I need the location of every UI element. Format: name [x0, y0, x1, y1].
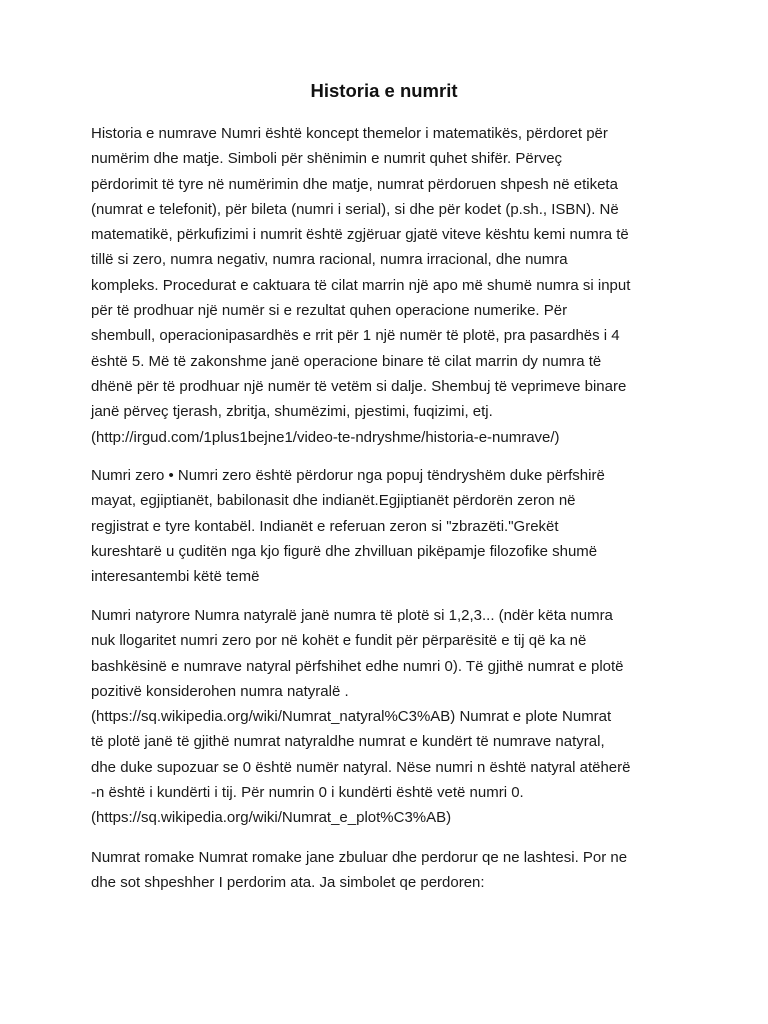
text-line: Numri natyrore Numra natyralë janë numra të plotë si 1,2,3... (ndër këta numra — [91, 607, 613, 624]
text-line: dhe sot shpeshher I perdorim ata. Ja simbolet qe perdoren: — [91, 874, 485, 892]
text-line: kureshtarë u çuditën nga kjo figurë dhe zhvilluan pikëpamje filozofike shumë — [91, 542, 598, 560]
text-line: shembull, operacionipasardhës e rrit për 1 një numër të plotë, pra pasardhës i 4 — [91, 327, 620, 345]
text-line: (http://irgud.com/1plus1bejne1/video-te-ndryshme/historia-e-numrave/) — [91, 428, 560, 446]
text-line: matematikë, përkufizimi i numrit është zgjëruar gjatë viteve kështu kemi numra të — [91, 226, 629, 244]
text-line: nuk llogaritet numri zero por në kohët e fundit për përparësitë e tij që ka në — [91, 632, 587, 650]
text-line: (https://sq.wikipedia.org/wiki/Numrat_e_plot%C3%AB) — [91, 809, 452, 827]
text-line: pozitivë konsiderohen numra natyralë . — [91, 682, 349, 700]
text-line: -n është i kundërti i tij. Për numrin 0 i kundërti është vetë numri 0. — [91, 784, 524, 802]
text-line: (numrat e telefonit), për bileta (numri i serial), si dhe për kodet (p.sh., ISBN). Në — [91, 200, 619, 218]
text-line: janë përveç tjerash, zbritja, shumëzimi, pjestimi, fuqizimi, etj. — [91, 403, 493, 421]
text-line: Historia e numrave Numri është koncept themelor i matematikës, përdoret për — [91, 125, 608, 142]
paragraph-history — [91, 121, 691, 450]
text-line: regjistrat e tyre kontabël. Indianët e referuan zeron si "zbrazëti."Grekët — [91, 517, 559, 535]
paragraph-zero — [91, 463, 691, 589]
text-line: për të prodhuar një numër si e rezultat quhen operacione numerike. Për — [91, 302, 568, 320]
text-line: interesantembi këtë temë — [91, 568, 260, 586]
text-line: kompleks. Procedurat e caktuara të cilat marrin një apo më shumë numra si input — [91, 276, 631, 294]
text-line: bashkësinë e numrave natyral përfshihet edhe numri 0). Të gjithë numrat e plotë — [91, 657, 624, 675]
text-line: Numri zero • Numri zero është përdorur nga popuj tëndryshëm duke përfshirë — [91, 467, 605, 484]
paragraph-roman-numerals — [91, 845, 691, 896]
page-title: Historia e numrit — [310, 80, 458, 101]
text-line: është 5. Më të zakonshme janë operacione binare të cilat marrin dy numra të — [91, 352, 602, 370]
text-line: të plotë janë të gjithë numrat natyraldhe numrat e kundërt të numrave natyral, — [91, 733, 605, 751]
text-line: mayat, egjiptianët, babilonasit dhe indianët.Egjiptianët përdorën zeron në — [91, 492, 576, 510]
paragraph-natural-numbers — [91, 603, 691, 831]
text-line: dhënë për të prodhuar një numër të vetëm si dalje. Shembuj të veprimeve binare — [91, 377, 627, 395]
text-line: përdorimit të tyre në numërimin dhe matje, numrat përdoruen shpesh në etiketa — [91, 175, 618, 193]
text-line: dhe duke supozuar se 0 është numër natyral. Nëse numri n është natyral atëherë — [91, 758, 631, 776]
text-line: tillë si zero, numra negativ, numra racional, numra irracional, dhe numra — [91, 251, 568, 269]
text-line: (https://sq.wikipedia.org/wiki/Numrat_natyral%C3%AB) Numrat e plote Numrat — [91, 708, 612, 726]
text-line: numërim dhe matje. Simboli për shënimin e numrit quhet shifër. Përveç — [91, 150, 563, 168]
text-line: Numrat romake Numrat romake jane zbuluar dhe perdorur qe ne lashtesi. Por ne — [91, 849, 628, 866]
